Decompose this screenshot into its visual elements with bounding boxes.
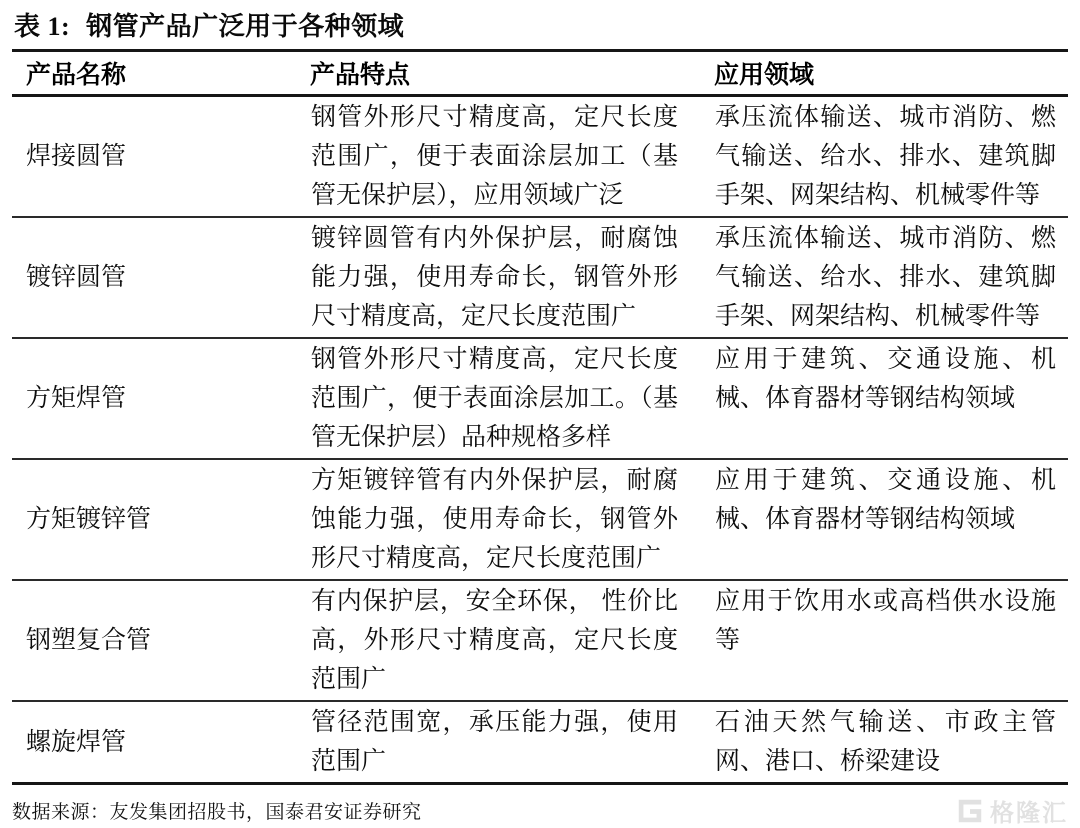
table-row xyxy=(12,580,1068,701)
table-row xyxy=(12,701,1068,784)
product-name-cell: 方矩焊管 xyxy=(12,338,310,459)
gelonghui-logo-text: 格隆汇 xyxy=(990,800,1068,827)
product-name-cell: 方矩镀锌管 xyxy=(12,459,310,580)
gelonghui-logo-icon xyxy=(955,796,985,826)
application-fields-cell: 应用于饮用水或高档供水设施等 xyxy=(714,580,1068,701)
application-fields-cell: 承压流体输送、城市消防、燃气输送、给水、排水、建筑脚手架、网架结构、机械零件等 xyxy=(714,217,1068,338)
product-table xyxy=(12,49,1068,785)
table-row xyxy=(12,96,1068,218)
table-row xyxy=(12,459,1068,580)
product-features-cell: 管径范围宽，承压能力强，使用范围广 xyxy=(310,701,714,784)
product-features-cell: 钢管外形尺寸精度高，定尺长度范围广，便于表面涂层加工。（基管无保护层）品种规格多样 xyxy=(310,338,714,459)
table-header-row xyxy=(12,51,1068,96)
product-name-cell: 钢塑复合管 xyxy=(12,580,310,701)
col-header-application-fields: 应用领域 xyxy=(714,51,1068,96)
table-row xyxy=(12,217,1068,338)
product-features-cell: 镀锌圆管有内外保护层，耐腐蚀能力强，使用寿命长，钢管外形尺寸精度高，定尺长度范围广 xyxy=(310,217,714,338)
table-title xyxy=(12,2,1068,49)
product-name-cell: 镀锌圆管 xyxy=(12,217,310,338)
gelonghui-watermark xyxy=(955,793,1068,828)
table-footer xyxy=(12,785,1068,828)
table-body xyxy=(12,96,1068,784)
product-features-cell: 方矩镀锌管有内外保护层，耐腐蚀能力强，使用寿命长，钢管外形尺寸精度高，定尺长度范围广 xyxy=(310,459,714,580)
col-header-product-features: 产品特点 xyxy=(310,51,714,96)
data-source-note: 数据来源：友发集团招股书，国泰君安证券研究 xyxy=(12,802,422,823)
product-name-cell: 螺旋焊管 xyxy=(12,701,310,784)
product-features-cell: 钢管外形尺寸精度高，定尺长度范围广，便于表面涂层加工（基管无保护层），应用领域广泛 xyxy=(310,96,714,218)
application-fields-cell: 应用于建筑、交通设施、机械、体育器材等钢结构领域 xyxy=(714,459,1068,580)
col-header-product-name: 产品名称 xyxy=(12,51,310,96)
table-title-text: 钢管产品广泛用于各种领域 xyxy=(86,12,405,41)
application-fields-cell: 应用于建筑、交通设施、机械、体育器材等钢结构领域 xyxy=(714,338,1068,459)
application-fields-cell: 承压流体输送、城市消防、燃气输送、给水、排水、建筑脚手架、网架结构、机械零件等 xyxy=(714,96,1068,218)
table-number-label: 表 1: xyxy=(14,12,71,41)
product-name-cell: 焊接圆管 xyxy=(12,96,310,218)
product-features-cell: 有内保护层，安全环保， 性价比高，外形尺寸精度高，定尺长度范围广 xyxy=(310,580,714,701)
application-fields-cell: 石油天然气输送、市政主管网、港口、桥梁建设 xyxy=(714,701,1068,784)
table-row xyxy=(12,338,1068,459)
